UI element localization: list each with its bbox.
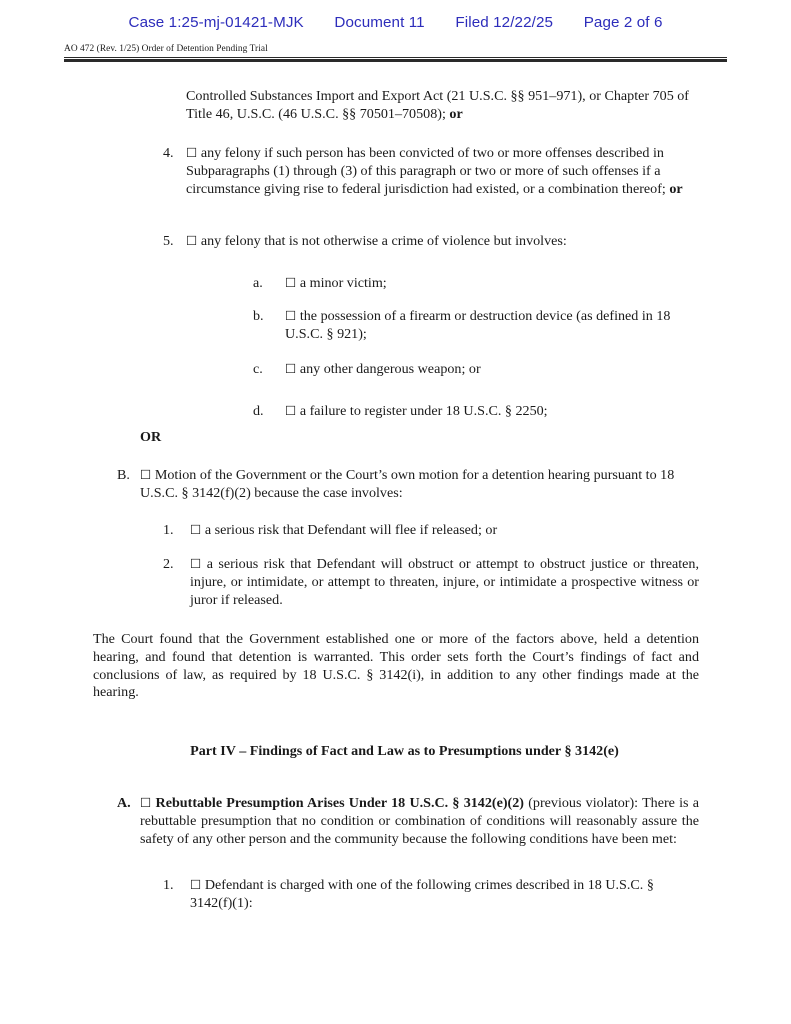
checkbox-icon[interactable]: ☐ [186,144,198,160]
list-item-or: or [669,180,683,197]
list-item [163,145,699,198]
section-b [117,467,699,503]
header-rule-thick [64,59,727,62]
list-item-text: the possession of a firearm or destruction device (as defined in 18 U.S.C. § 921); [285,308,671,342]
list-item-letter: d. [253,403,264,419]
checkbox-icon[interactable]: ☐ [190,555,202,571]
list-item-text: any felony if such person has been convicted of two or more offenses described in Subparagraphs (1) through (3) of this paragraph or two or more of such offenses if a circumstance giving rise to federal jurisdiction had existed, or a combination thereof; [186,145,666,197]
part-heading-text: Part IV – Findings of Fact and Law as to Presumptions under § 3142(e) [190,743,619,759]
list-item-content [190,522,699,540]
section-letter: A. [117,795,131,811]
list-item-content [186,145,699,198]
list-item [253,361,699,379]
ecf-filed-date: Filed 12/22/25 [455,14,554,31]
list-item [163,556,699,609]
list-item-content [285,361,699,379]
list-item-number: 4. [163,145,174,161]
or-divider: OR [140,429,162,445]
section-content [140,467,699,503]
list-item [253,275,699,293]
form-identifier: AO 472 (Rev. 1/25) Order of Detention Pending Trial [64,44,268,54]
list-item-text: any other dangerous weapon; or [299,361,481,377]
header-rule-thin [64,57,727,58]
part-heading [0,743,791,761]
ecf-case-number: Case 1:25-mj-01421-MJK [128,14,304,31]
list-item-content [190,556,699,609]
list-item [163,877,699,913]
list-item-text: Defendant is charged with one of the following crimes described in 18 U.S.C. § 3142(f)(1): [190,877,654,911]
ecf-header-stamp [0,14,791,31]
continued-paragraph-text: Controlled Substances Import and Export Act (21 U.S.C. §§ 951–971), or Chapter 705 of Title 46, U.S.C. (46 U.S.C. §§ 70501–70508); [186,88,690,122]
section-a [117,795,699,848]
checkbox-icon[interactable]: ☐ [285,360,297,376]
checkbox-icon[interactable]: ☐ [190,521,202,537]
list-item-content [190,877,699,913]
list-item-letter: b. [253,308,264,324]
section-content [140,795,699,848]
list-item-number: 2. [163,556,174,572]
list-item-content [186,233,699,251]
list-item [163,522,699,540]
list-item [253,308,699,344]
list-item [163,233,699,251]
section-text: (previous violator): There is a rebuttable presumption that no condition or combination of conditions will reasonably assure the safety of any other person and the community because the following conditions have been met: [140,795,700,847]
list-item-content [285,308,699,344]
checkbox-icon[interactable]: ☐ [140,466,152,482]
checkbox-icon[interactable]: ☐ [285,274,297,290]
ecf-page-number: Page 2 of 6 [583,14,663,31]
list-item-text: a minor victim; [299,275,387,291]
checkbox-icon[interactable]: ☐ [186,232,198,248]
checkbox-icon[interactable]: ☐ [285,402,297,418]
list-item-text: any felony that is not otherwise a crime of violence but involves: [200,233,567,249]
checkbox-icon[interactable]: ☐ [140,794,152,810]
continued-paragraph-or: or [449,105,463,122]
court-finding-paragraph: The Court found that the Government established one or more of the factors above, held a detention hearing, and found that detention is warranted. This order sets forth the Court’s findings of fact and conclusions of law, as required by 18 U.S.C. § 3142(i), in addition to any other findings made at the hearing. [93,631,699,701]
section-bold-lead: Rebuttable Presumption Arises Under 18 U.S.C. § 3142(e)(2) [155,795,524,811]
list-item-number: 1. [163,877,174,893]
checkbox-icon[interactable]: ☐ [285,307,297,323]
list-item [253,403,699,421]
list-item-text: a serious risk that Defendant will flee if released; or [204,522,498,538]
list-item-letter: c. [253,361,263,377]
section-letter: B. [117,467,130,483]
list-item-number: 1. [163,522,174,538]
list-item-text: a failure to register under 18 U.S.C. § 2250; [299,403,548,419]
continued-paragraph [186,88,699,124]
list-item-text: a serious risk that Defendant will obstruct or attempt to obstruct justice or threaten, injure, or intimidate, or attempt to threaten, injure, or intimidate a prospective witness or juror if released. [190,556,699,608]
list-item-letter: a. [253,275,263,291]
checkbox-icon[interactable]: ☐ [190,876,202,892]
list-item-content [285,275,699,293]
list-item-content [285,403,699,421]
ecf-document-number: Document 11 [334,14,425,31]
list-item-number: 5. [163,233,174,249]
section-text: Motion of the Government or the Court’s own motion for a detention hearing pursuant to 18 U.S.C. § 3142(f)(2) because the case involves: [140,467,675,501]
